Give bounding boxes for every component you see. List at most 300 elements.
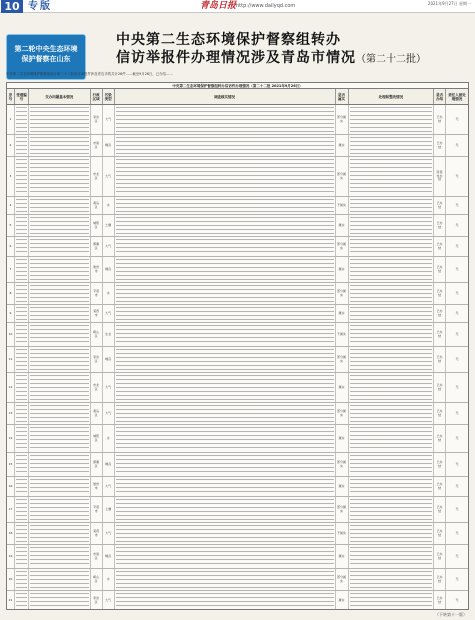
row-status: 已办结	[434, 403, 446, 424]
row-seq: 10	[7, 323, 15, 346]
table-row	[7, 453, 468, 477]
row-case-id	[15, 569, 29, 590]
row-pollution-type: 噪音	[103, 257, 115, 282]
col-header: 交办问题基本情况	[29, 89, 91, 104]
text-block-placeholder	[30, 571, 89, 589]
text-block-placeholder	[350, 259, 433, 281]
text-block-placeholder	[116, 593, 334, 609]
row-investigation	[115, 403, 336, 424]
text-block-placeholder	[350, 427, 433, 451]
row-seq: 21	[7, 591, 15, 610]
row-pollution-type: 噪音	[103, 545, 115, 568]
text-block-placeholder	[116, 285, 334, 303]
row-region: 莱西市	[91, 523, 103, 544]
row-status: 已办结	[434, 105, 446, 134]
row-complaint	[29, 545, 91, 568]
text-block-placeholder	[16, 525, 27, 543]
col-header: 是否办结	[434, 89, 446, 104]
row-case-id	[15, 347, 29, 372]
row-accountability: 无	[455, 222, 459, 227]
text-block-placeholder	[30, 217, 89, 235]
row-case-id	[15, 373, 29, 402]
row-status: 已办结	[434, 347, 446, 372]
text-block-placeholder	[116, 375, 334, 401]
row-rectification	[349, 215, 435, 236]
row-investigation	[115, 215, 336, 236]
row-status: 已办结	[434, 425, 446, 452]
table-header	[7, 89, 468, 105]
table-row	[7, 237, 468, 257]
row-region: 市北区	[91, 157, 103, 196]
row-region: 李沧区	[91, 591, 103, 610]
text-block-placeholder	[116, 137, 334, 155]
row-investigation	[115, 591, 336, 610]
text-block-placeholder	[30, 479, 89, 495]
row-verdict: 部分属实	[336, 105, 349, 134]
row-rectification	[349, 545, 435, 568]
table-row	[7, 373, 468, 403]
text-block-placeholder	[16, 375, 27, 401]
row-accountability: 无	[455, 243, 459, 248]
row-rectification	[349, 237, 435, 256]
row-case-id	[15, 305, 29, 322]
row-complaint	[29, 215, 91, 236]
row-accountability: 无	[455, 530, 459, 535]
headline-line2-text: 信访举报件办理情况涉及青岛市情况	[116, 50, 356, 66]
row-seq: 16	[7, 477, 15, 496]
row-investigation	[115, 283, 336, 304]
text-block-placeholder	[350, 107, 433, 133]
table-row	[7, 591, 468, 610]
text-block-placeholder	[350, 571, 433, 589]
row-investigation	[115, 347, 336, 372]
row-accountability: 无	[455, 506, 459, 511]
row-investigation	[115, 523, 336, 544]
row-complaint	[29, 425, 91, 452]
table-row	[7, 545, 468, 569]
campaign-badge-line1: 第二轮中央生态环境	[14, 45, 78, 53]
text-block-placeholder	[116, 199, 334, 213]
row-rectification	[349, 323, 435, 346]
row-region: 平度市	[91, 283, 103, 304]
col-header: 受理编号	[15, 89, 29, 104]
row-complaint	[29, 347, 91, 372]
row-case-id	[15, 477, 29, 496]
row-pollution-type: 大气	[103, 523, 115, 544]
row-rectification	[349, 305, 435, 322]
text-block-placeholder	[30, 325, 89, 345]
row-region: 胶州市	[91, 257, 103, 282]
table-title: 中央第二生态环境保护督察组转办信访件办理情况（第二十二批 2021年9月26日）	[7, 83, 468, 89]
row-region: 黄岛区	[91, 403, 103, 424]
text-block-placeholder	[30, 405, 89, 423]
row-rectification	[349, 453, 435, 476]
table-row	[7, 497, 468, 523]
row-pollution-type: 大气	[103, 305, 115, 322]
text-block-placeholder	[350, 547, 433, 567]
text-block-placeholder	[16, 137, 27, 155]
row-accountability: 无	[455, 202, 459, 207]
row-pollution-type: 土壤	[103, 497, 115, 522]
row-verdict: 部分属实	[336, 347, 349, 372]
row-accountability: 无	[455, 266, 459, 271]
row-seq: 9	[7, 305, 15, 322]
table-body	[7, 105, 468, 610]
row-case-id	[15, 197, 29, 214]
text-block-placeholder	[116, 349, 334, 371]
row-complaint	[29, 257, 91, 282]
row-seq: 12	[7, 373, 15, 402]
table-row	[7, 347, 468, 373]
row-accountability: 无	[455, 576, 459, 581]
row-region: 李沧区	[91, 105, 103, 134]
text-block-placeholder	[16, 199, 27, 213]
row-case-id	[15, 237, 29, 256]
row-verdict: 部分属实	[336, 237, 349, 256]
row-status: 已办结	[434, 453, 446, 476]
row-complaint	[29, 403, 91, 424]
row-region: 崂山区	[91, 323, 103, 346]
row-case-id	[15, 497, 29, 522]
table-row	[7, 425, 468, 453]
text-block-placeholder	[16, 107, 27, 133]
row-status: 已办结	[434, 523, 446, 544]
text-block-placeholder	[30, 499, 89, 521]
row-case-id	[15, 105, 29, 134]
row-seq: 19	[7, 545, 15, 568]
row-case-id	[15, 403, 29, 424]
row-seq: 5	[7, 215, 15, 236]
text-block-placeholder	[350, 499, 433, 521]
text-block-placeholder	[350, 137, 433, 155]
newspaper-logo: 青岛日报	[200, 1, 237, 11]
row-status: 已办结	[434, 545, 446, 568]
row-status: 已办结	[434, 305, 446, 322]
row-verdict: 不属实	[336, 323, 349, 346]
text-block-placeholder	[350, 405, 433, 423]
row-seq: 11	[7, 347, 15, 372]
row-accountability: 无	[455, 356, 459, 361]
row-investigation	[115, 323, 336, 346]
row-accountability: 无	[455, 142, 459, 147]
row-case-id	[15, 591, 29, 610]
col-header: 是否属实	[336, 89, 349, 104]
row-accountability: 无	[455, 384, 459, 389]
page-number: 10	[1, 0, 23, 13]
text-block-placeholder	[16, 239, 27, 255]
text-block-placeholder	[116, 499, 334, 521]
row-verdict: 属实	[336, 425, 349, 452]
row-status: 已办结	[434, 373, 446, 402]
row-investigation	[115, 569, 336, 590]
row-region: 市北区	[91, 373, 103, 402]
row-case-id	[15, 283, 29, 304]
row-region: 胶州市	[91, 477, 103, 496]
text-block-placeholder	[116, 217, 334, 235]
table-row	[7, 197, 468, 215]
text-block-placeholder	[350, 217, 433, 235]
text-block-placeholder	[116, 525, 334, 543]
table-row	[7, 257, 468, 283]
table-row	[7, 403, 468, 425]
row-rectification	[349, 403, 435, 424]
text-block-placeholder	[30, 525, 89, 543]
text-block-placeholder	[350, 349, 433, 371]
row-accountability: 无	[455, 597, 459, 602]
row-rectification	[349, 347, 435, 372]
text-block-placeholder	[116, 479, 334, 495]
text-block-placeholder	[16, 159, 27, 195]
row-accountability: 无	[455, 331, 459, 336]
row-complaint	[29, 569, 91, 590]
row-rectification	[349, 157, 435, 196]
row-complaint	[29, 283, 91, 304]
text-block-placeholder	[116, 107, 334, 133]
table-row	[7, 105, 468, 135]
text-block-placeholder	[116, 427, 334, 451]
text-block-placeholder	[16, 571, 27, 589]
row-case-id	[15, 545, 29, 568]
text-block-placeholder	[350, 593, 433, 609]
row-pollution-type: 水	[103, 283, 115, 304]
row-region: 市南区	[91, 135, 103, 156]
row-pollution-type: 大气	[103, 237, 115, 256]
row-verdict: 部分属实	[336, 283, 349, 304]
text-block-placeholder	[116, 307, 334, 321]
row-accountability: 无	[455, 461, 459, 466]
row-region: 莱西市	[91, 305, 103, 322]
row-investigation	[115, 237, 336, 256]
row-rectification	[349, 591, 435, 610]
row-status: 已办结	[434, 569, 446, 590]
row-investigation	[115, 257, 336, 282]
text-block-placeholder	[350, 325, 433, 345]
row-case-id	[15, 157, 29, 196]
row-investigation	[115, 545, 336, 568]
row-rectification	[349, 373, 435, 402]
row-region: 即墨区	[91, 237, 103, 256]
table-row	[7, 215, 468, 237]
row-case-id	[15, 135, 29, 156]
row-status: 已办结	[434, 591, 446, 610]
row-status: 已办结	[434, 497, 446, 522]
text-block-placeholder	[350, 199, 433, 213]
row-investigation	[115, 105, 336, 134]
text-block-placeholder	[16, 349, 27, 371]
row-accountability: 无	[455, 483, 459, 488]
text-block-placeholder	[350, 307, 433, 321]
text-block-placeholder	[350, 479, 433, 495]
row-verdict: 属实	[336, 591, 349, 610]
row-verdict: 部分属实	[336, 403, 349, 424]
text-block-placeholder	[350, 375, 433, 401]
row-rectification	[349, 497, 435, 522]
text-block-placeholder	[16, 593, 27, 609]
row-rectification	[349, 569, 435, 590]
text-block-placeholder	[16, 499, 27, 521]
row-complaint	[29, 373, 91, 402]
row-investigation	[115, 135, 336, 156]
table-row	[7, 569, 468, 591]
text-block-placeholder	[16, 285, 27, 303]
row-verdict: 属实	[336, 545, 349, 568]
table-row	[7, 135, 468, 157]
row-seq: 17	[7, 497, 15, 522]
petition-table	[6, 82, 469, 610]
col-header: 序号	[7, 89, 15, 104]
table-row	[7, 323, 468, 347]
row-verdict: 属实	[336, 373, 349, 402]
row-status: 已办结	[434, 197, 446, 214]
text-block-placeholder	[116, 239, 334, 255]
row-status: 已办结	[434, 215, 446, 236]
row-case-id	[15, 215, 29, 236]
col-header: 污染类型	[103, 89, 115, 104]
text-block-placeholder	[116, 325, 334, 345]
row-region: 李沧区	[91, 347, 103, 372]
row-seq: 13	[7, 403, 15, 424]
text-block-placeholder	[30, 427, 89, 451]
text-block-placeholder	[116, 455, 334, 475]
row-seq: 6	[7, 237, 15, 256]
table-row	[7, 477, 468, 497]
row-pollution-type: 大气	[103, 373, 115, 402]
text-block-placeholder	[16, 259, 27, 281]
row-complaint	[29, 591, 91, 610]
row-pollution-type: 大气	[103, 403, 115, 424]
row-case-id	[15, 523, 29, 544]
row-region: 市南区	[91, 545, 103, 568]
row-verdict: 属实	[336, 477, 349, 496]
row-rectification	[349, 283, 435, 304]
website-url[interactable]: http://www.dailyqd.com	[236, 3, 296, 9]
row-pollution-type: 噪音	[103, 135, 115, 156]
row-rectification	[349, 197, 435, 214]
text-block-placeholder	[350, 455, 433, 475]
col-header: 责任人被处理情况	[448, 92, 466, 101]
col-header: 处理和整改情况	[349, 89, 435, 104]
text-block-placeholder	[30, 239, 89, 255]
row-region: 黄岛区	[91, 197, 103, 214]
row-pollution-type: 大气	[103, 157, 115, 196]
campaign-badge-line2: 保护督察在山东	[21, 55, 71, 63]
row-verdict: 属实	[336, 305, 349, 322]
text-block-placeholder	[16, 217, 27, 235]
row-case-id	[15, 425, 29, 452]
row-pollution-type: 土壤	[103, 215, 115, 236]
row-rectification	[349, 477, 435, 496]
row-complaint	[29, 323, 91, 346]
row-status: 已办结	[434, 257, 446, 282]
row-region: 崂山区	[91, 569, 103, 590]
row-case-id	[15, 453, 29, 476]
text-block-placeholder	[30, 259, 89, 281]
text-block-placeholder	[116, 547, 334, 567]
row-complaint	[29, 523, 91, 544]
masthead-bar	[0, 0, 475, 13]
text-block-placeholder	[30, 285, 89, 303]
row-pollution-type: 噪音	[103, 347, 115, 372]
row-verdict: 部分属实	[336, 453, 349, 476]
row-investigation	[115, 497, 336, 522]
row-accountability: 无	[455, 116, 459, 121]
text-block-placeholder	[30, 137, 89, 155]
row-seq: 3	[7, 157, 15, 196]
publication-date: 2021年9月27日 星期一	[427, 1, 471, 6]
text-block-placeholder	[350, 239, 433, 255]
row-verdict: 部分属实	[336, 569, 349, 590]
text-block-placeholder	[30, 593, 89, 609]
text-block-placeholder	[30, 199, 89, 213]
row-accountability: 无	[455, 290, 459, 295]
row-complaint	[29, 305, 91, 322]
text-block-placeholder	[16, 325, 27, 345]
table-row	[7, 305, 468, 323]
row-verdict: 部分属实	[336, 497, 349, 522]
text-block-placeholder	[30, 375, 89, 401]
row-investigation	[115, 157, 336, 196]
row-pollution-type: 大气	[103, 477, 115, 496]
row-accountability: 无	[455, 410, 459, 415]
text-block-placeholder	[116, 405, 334, 423]
text-block-placeholder	[350, 285, 433, 303]
table-row	[7, 523, 468, 545]
row-region: 城阳区	[91, 215, 103, 236]
row-status: 已办结	[434, 237, 446, 256]
row-rectification	[349, 523, 435, 544]
row-seq: 20	[7, 569, 15, 590]
row-seq: 18	[7, 523, 15, 544]
row-verdict: 属实	[336, 257, 349, 282]
row-complaint	[29, 237, 91, 256]
row-verdict: 属实	[336, 215, 349, 236]
row-pollution-type: 大气	[103, 591, 115, 610]
text-block-placeholder	[116, 571, 334, 589]
row-investigation	[115, 453, 336, 476]
row-region: 即墨区	[91, 453, 103, 476]
row-status: 已办结	[434, 135, 446, 156]
row-seq: 14	[7, 425, 15, 452]
row-status: 已办结	[434, 323, 446, 346]
text-block-placeholder	[16, 405, 27, 423]
text-block-placeholder	[16, 547, 27, 567]
row-pollution-type: 水	[103, 197, 115, 214]
row-complaint	[29, 157, 91, 196]
text-block-placeholder	[30, 547, 89, 567]
headline-line2	[116, 50, 461, 68]
row-accountability: 无	[455, 435, 459, 440]
row-region: 城阳区	[91, 425, 103, 452]
text-block-placeholder	[30, 349, 89, 371]
col-header: 行政区域	[91, 89, 103, 104]
row-complaint	[29, 477, 91, 496]
row-complaint	[29, 105, 91, 134]
col-header: 调查核实情况	[115, 89, 336, 104]
row-investigation	[115, 477, 336, 496]
row-seq: 4	[7, 197, 15, 214]
row-seq: 1	[7, 105, 15, 134]
row-verdict: 属实	[336, 135, 349, 156]
row-investigation	[115, 373, 336, 402]
headline-line1: 中央第二生态环境保护督察组转办	[116, 32, 341, 48]
row-case-id	[15, 257, 29, 282]
text-block-placeholder	[30, 107, 89, 133]
text-block-placeholder	[116, 259, 334, 281]
row-investigation	[115, 197, 336, 214]
text-block-placeholder	[16, 307, 27, 321]
table-row	[7, 157, 468, 197]
row-accountability: 无	[455, 310, 459, 315]
